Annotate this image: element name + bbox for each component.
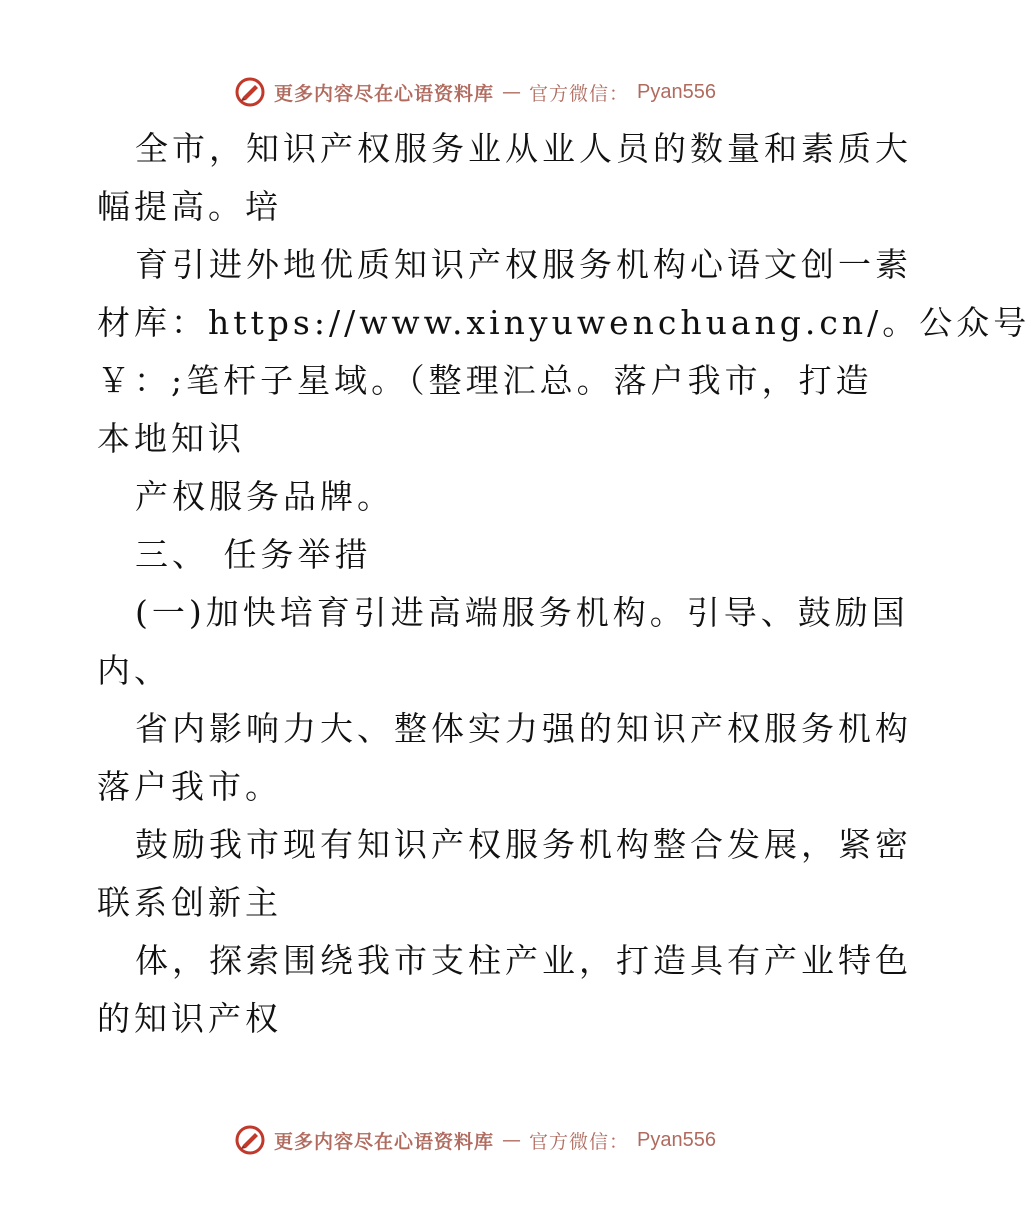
text-line: 落户我市。 — [97, 767, 282, 806]
text-line: 鼓励我市现有知识产权服务机构整合发展，紧密 — [135, 825, 912, 864]
watermark-separator: — — [502, 81, 522, 103]
text-line: 全市，知识产权服务业从业人员的数量和素质大 — [135, 129, 912, 168]
watermark-separator: — — [502, 1129, 522, 1151]
brand-logo-icon — [234, 76, 266, 108]
header-watermark — [0, 72, 950, 112]
text-line: 幅提高。培 — [97, 187, 282, 226]
watermark-id: Pyan556 — [637, 80, 716, 103]
text-line: 三、 任务举措 — [135, 535, 372, 574]
text-line: 育引进外地优质知识产权服务机构心语文创一素 — [135, 245, 912, 284]
footer-watermark — [0, 1120, 950, 1160]
text-line: 体，探索围绕我市支柱产业，打造具有产业特色 — [135, 941, 912, 980]
text-line: 本地知识 — [97, 419, 245, 458]
watermark-brand: 更多内容尽在心语资料库 — [274, 1130, 495, 1153]
watermark-label: 官方微信： — [529, 1130, 630, 1153]
text-line: 的知识产权 — [97, 999, 282, 1038]
document-body — [97, 120, 1030, 1048]
watermark-brand: 更多内容尽在心语资料库 — [274, 82, 495, 105]
text-line: 省内影响力大、整体实力强的知识产权服务机构 — [135, 709, 912, 748]
text-line: 内、 — [97, 651, 171, 690]
brand-logo-icon — [234, 1124, 266, 1156]
watermark-id: Pyan556 — [637, 1128, 716, 1151]
text-line: (一)加快培育引进高端服务机构。引导、鼓励国 — [135, 593, 909, 632]
text-line: 材库：https://www.xinyuwenchuang.cn/。公众号 — [97, 303, 1030, 342]
text-line: ￥：;笔杆子星域。（整理汇总。落户我市，打造 — [97, 361, 873, 400]
text-line: 联系创新主 — [97, 883, 282, 922]
watermark-label: 官方微信： — [529, 82, 630, 105]
text-line: 产权服务品牌。 — [135, 477, 394, 516]
